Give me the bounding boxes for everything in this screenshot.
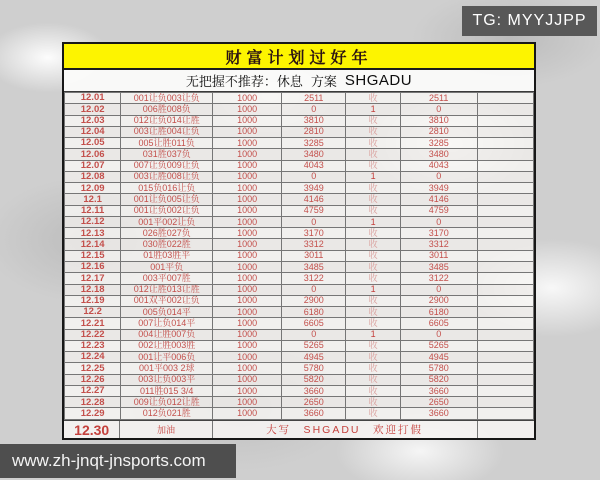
cell-profit: 2810 — [400, 126, 477, 137]
cell-status: 收 — [346, 307, 400, 318]
cell-plan: 026胜027负 — [121, 228, 213, 239]
cell-plan: 005负014平 — [121, 307, 213, 318]
cell-date: 12.11 — [65, 205, 121, 216]
cell-profit: 3285 — [400, 138, 477, 149]
cell-plan: 015负016让负 — [121, 183, 213, 194]
cell-extra — [477, 171, 533, 182]
cell-status: 收 — [346, 340, 400, 351]
cell-plan: 006胜008负 — [121, 104, 213, 115]
cell-stake: 1000 — [213, 194, 282, 205]
cell-plan: 001让负002让负 — [121, 205, 213, 216]
cell-status: 收 — [346, 194, 400, 205]
footer-plan: 加油 — [120, 421, 212, 438]
cell-status: 收 — [346, 228, 400, 239]
cell-status: 收 — [346, 318, 400, 329]
table-row — [65, 363, 534, 374]
cell-status: 收 — [346, 385, 400, 396]
table-row — [65, 138, 534, 149]
cell-plan: 003让负003平 — [121, 374, 213, 385]
cell-status: 收 — [346, 205, 400, 216]
cell-profit: 3480 — [400, 149, 477, 160]
cell-stake: 1000 — [213, 228, 282, 239]
cell-status: 收 — [346, 261, 400, 272]
cell-status: 收 — [346, 126, 400, 137]
cell-plan: 003让胜004让负 — [121, 126, 213, 137]
cell-plan: 030胜022胜 — [121, 239, 213, 250]
cell-stake: 1000 — [213, 340, 282, 351]
board-title — [64, 44, 534, 70]
cell-stake: 1000 — [213, 250, 282, 261]
cell-stake: 1000 — [213, 183, 282, 194]
table-row — [65, 228, 534, 239]
cell-date: 12.08 — [65, 171, 121, 182]
cell-stake: 1000 — [213, 149, 282, 160]
cell-date: 12.13 — [65, 228, 121, 239]
footer-date: 12.30 — [64, 421, 120, 438]
cell-status: 收 — [346, 363, 400, 374]
cell-profit: 6605 — [400, 318, 477, 329]
table-row — [65, 329, 534, 340]
cell-profit: 5820 — [400, 374, 477, 385]
cell-status: 收 — [346, 273, 400, 284]
cell-plan: 001双平002让负 — [121, 295, 213, 306]
cell-extra — [477, 205, 533, 216]
table-row — [65, 374, 534, 385]
cell-profit: 0 — [400, 216, 477, 227]
cell-date: 12.25 — [65, 363, 121, 374]
cell-plan: 007让负014平 — [121, 318, 213, 329]
cell-date: 12.22 — [65, 329, 121, 340]
cell-profit: 2511 — [400, 93, 477, 104]
cell-extra — [477, 104, 533, 115]
cell-result: 5265 — [282, 340, 346, 351]
cell-date: 12.23 — [65, 340, 121, 351]
cell-plan: 001平002让负 — [121, 216, 213, 227]
cell-stake: 1000 — [213, 363, 282, 374]
subtitle-text: 无把握不推荐：休息 — [185, 74, 303, 89]
cell-stake: 1000 — [213, 295, 282, 306]
cell-date: 12.19 — [65, 295, 121, 306]
cell-result: 5820 — [282, 374, 346, 385]
cell-stake: 1000 — [213, 318, 282, 329]
cell-result: 2650 — [282, 397, 346, 408]
cell-date: 12.18 — [65, 284, 121, 295]
table-row — [65, 261, 534, 272]
cell-result: 3312 — [282, 239, 346, 250]
cell-date: 12.15 — [65, 250, 121, 261]
cell-profit: 5780 — [400, 363, 477, 374]
cell-result: 4945 — [282, 352, 346, 363]
cell-profit: 6180 — [400, 307, 477, 318]
cell-extra — [477, 216, 533, 227]
cell-date: 12.02 — [65, 104, 121, 115]
cell-extra — [477, 295, 533, 306]
cell-profit: 3122 — [400, 273, 477, 284]
cell-result: 3480 — [282, 149, 346, 160]
cell-profit: 3660 — [400, 408, 477, 420]
cell-plan: 031胜037负 — [121, 149, 213, 160]
cell-result: 4759 — [282, 205, 346, 216]
telegram-badge — [462, 6, 597, 36]
table-row — [65, 216, 534, 227]
cell-status: 收 — [346, 250, 400, 261]
subtitle-scheme-code: SHGADU — [344, 72, 413, 89]
cell-profit: 3810 — [400, 115, 477, 126]
cell-profit: 3485 — [400, 261, 477, 272]
cell-plan: 001让平006负 — [121, 352, 213, 363]
table-row — [65, 352, 534, 363]
cell-stake: 1000 — [213, 104, 282, 115]
table-row — [65, 307, 534, 318]
table-row — [65, 93, 534, 104]
cell-profit: 4759 — [400, 205, 477, 216]
cell-plan: 012负021胜 — [121, 408, 213, 420]
cell-status: 收 — [346, 239, 400, 250]
cell-result: 3660 — [282, 408, 346, 420]
cell-extra — [477, 318, 533, 329]
cell-date: 12.21 — [65, 318, 121, 329]
cell-date: 12.1 — [65, 194, 121, 205]
table-row — [65, 295, 534, 306]
cell-profit: 2650 — [400, 397, 477, 408]
cell-result: 4043 — [282, 160, 346, 171]
cell-extra — [477, 374, 533, 385]
cell-extra — [477, 160, 533, 171]
cell-date: 12.26 — [65, 374, 121, 385]
footer-note: 大写 SHGADU 欢迎打假 — [213, 421, 478, 438]
cell-date: 12.01 — [65, 93, 121, 104]
cell-status: 收 — [346, 149, 400, 160]
cell-result: 2511 — [282, 93, 346, 104]
cell-profit: 4043 — [400, 160, 477, 171]
table-row — [65, 284, 534, 295]
cell-date: 12.28 — [65, 397, 121, 408]
table-row — [65, 126, 534, 137]
cell-plan: 001让负005让负 — [121, 194, 213, 205]
table-row — [65, 318, 534, 329]
cell-result: 3285 — [282, 138, 346, 149]
plan-table-body — [65, 93, 534, 420]
cell-extra — [477, 183, 533, 194]
cell-plan: 01胜03胜平 — [121, 250, 213, 261]
cell-extra — [477, 408, 533, 420]
cell-extra — [477, 194, 533, 205]
cell-plan: 011胜015 3/4 — [121, 385, 213, 396]
cell-stake: 1000 — [213, 352, 282, 363]
cell-date: 12.09 — [65, 183, 121, 194]
cell-plan: 003平007胜 — [121, 273, 213, 284]
cell-result: 3660 — [282, 385, 346, 396]
cell-result: 3122 — [282, 273, 346, 284]
cell-plan: 005让胜011负 — [121, 138, 213, 149]
cell-profit: 3170 — [400, 228, 477, 239]
cell-status: 收 — [346, 295, 400, 306]
cell-plan: 012让负014让胜 — [121, 115, 213, 126]
plan-table — [64, 92, 534, 420]
cell-status: 收 — [346, 160, 400, 171]
cell-plan: 001平负 — [121, 261, 213, 272]
cell-stake: 1000 — [213, 385, 282, 396]
cell-status: 1 — [346, 216, 400, 227]
cell-result: 0 — [282, 171, 346, 182]
cell-extra — [477, 261, 533, 272]
cell-stake: 1000 — [213, 408, 282, 420]
cell-stake: 1000 — [213, 397, 282, 408]
table-row — [65, 250, 534, 261]
cell-result: 3949 — [282, 183, 346, 194]
cell-date: 12.24 — [65, 352, 121, 363]
telegram-badge-text: TG: MYYJJPP — [472, 12, 587, 29]
table-row — [65, 194, 534, 205]
cell-status: 收 — [346, 397, 400, 408]
table-row — [65, 385, 534, 396]
cell-stake: 1000 — [213, 126, 282, 137]
cell-result: 0 — [282, 284, 346, 295]
cell-extra — [477, 340, 533, 351]
table-row — [65, 115, 534, 126]
cell-date: 12.03 — [65, 115, 121, 126]
cell-status: 收 — [346, 138, 400, 149]
cell-extra — [477, 307, 533, 318]
cell-date: 12.27 — [65, 385, 121, 396]
cell-extra — [477, 250, 533, 261]
cell-profit: 3312 — [400, 239, 477, 250]
cell-result: 3011 — [282, 250, 346, 261]
cell-date: 12.12 — [65, 216, 121, 227]
cell-profit: 3949 — [400, 183, 477, 194]
cell-stake: 1000 — [213, 171, 282, 182]
cell-stake: 1000 — [213, 307, 282, 318]
cell-plan: 007让负009让负 — [121, 160, 213, 171]
table-row — [65, 397, 534, 408]
cell-extra — [477, 239, 533, 250]
cell-extra — [477, 397, 533, 408]
cell-extra — [477, 352, 533, 363]
cell-stake: 1000 — [213, 374, 282, 385]
cell-stake: 1000 — [213, 205, 282, 216]
board-title-text: 财富计划过好年 — [225, 49, 373, 67]
table-row — [65, 340, 534, 351]
cell-extra — [477, 93, 533, 104]
footer-row — [64, 420, 534, 438]
cell-stake: 1000 — [213, 261, 282, 272]
cell-extra — [477, 363, 533, 374]
cell-status: 1 — [346, 329, 400, 340]
cell-profit: 4146 — [400, 194, 477, 205]
cell-result: 5780 — [282, 363, 346, 374]
cell-status: 收 — [346, 93, 400, 104]
cell-result: 2810 — [282, 126, 346, 137]
website-badge — [0, 444, 236, 478]
cell-result: 3170 — [282, 228, 346, 239]
cell-extra — [477, 115, 533, 126]
cell-profit: 0 — [400, 104, 477, 115]
cell-extra — [477, 126, 533, 137]
cell-result: 3485 — [282, 261, 346, 272]
cell-extra — [477, 329, 533, 340]
cell-date: 12.2 — [65, 307, 121, 318]
cell-profit: 3660 — [400, 385, 477, 396]
cell-date: 12.06 — [65, 149, 121, 160]
cell-plan: 012让胜013让胜 — [121, 284, 213, 295]
cell-profit: 0 — [400, 171, 477, 182]
cell-status: 1 — [346, 171, 400, 182]
website-badge-text: www.zh-jnqt-jnsports.com — [12, 451, 206, 470]
cell-result: 6180 — [282, 307, 346, 318]
cell-stake: 1000 — [213, 329, 282, 340]
cell-plan: 003让胜008让负 — [121, 171, 213, 182]
cell-date: 12.07 — [65, 160, 121, 171]
table-row — [65, 171, 534, 182]
cell-stake: 1000 — [213, 93, 282, 104]
cell-plan: 004让胜007负 — [121, 329, 213, 340]
cell-status: 收 — [346, 352, 400, 363]
table-row — [65, 160, 534, 171]
cell-plan: 009让负012让胜 — [121, 397, 213, 408]
cell-stake: 1000 — [213, 239, 282, 250]
cell-stake: 1000 — [213, 115, 282, 126]
cell-status: 1 — [346, 284, 400, 295]
cell-status: 1 — [346, 104, 400, 115]
cell-extra — [477, 228, 533, 239]
board-subtitle — [64, 70, 534, 92]
subtitle-scheme-label: 方案 — [310, 74, 337, 89]
cell-stake: 1000 — [213, 284, 282, 295]
cell-plan: 002让胜003胜 — [121, 340, 213, 351]
cell-result: 0 — [282, 104, 346, 115]
table-row — [65, 273, 534, 284]
table-row — [65, 149, 534, 160]
cell-status: 收 — [346, 408, 400, 420]
cell-extra — [477, 385, 533, 396]
cell-profit: 3011 — [400, 250, 477, 261]
cell-result: 3810 — [282, 115, 346, 126]
footer-empty-cell — [478, 421, 534, 438]
cell-plan: 001平003 2球 — [121, 363, 213, 374]
cell-stake: 1000 — [213, 138, 282, 149]
cell-stake: 1000 — [213, 216, 282, 227]
cell-date: 12.29 — [65, 408, 121, 420]
table-row — [65, 104, 534, 115]
cell-status: 收 — [346, 183, 400, 194]
cell-date: 12.04 — [65, 126, 121, 137]
cell-result: 0 — [282, 329, 346, 340]
cell-status: 收 — [346, 374, 400, 385]
cell-extra — [477, 273, 533, 284]
cell-extra — [477, 284, 533, 295]
cell-extra — [477, 149, 533, 160]
cell-profit: 0 — [400, 329, 477, 340]
cell-extra — [477, 138, 533, 149]
cell-stake: 1000 — [213, 160, 282, 171]
cell-result: 6605 — [282, 318, 346, 329]
cell-date: 12.17 — [65, 273, 121, 284]
cell-profit: 0 — [400, 284, 477, 295]
cell-result: 2900 — [282, 295, 346, 306]
cell-date: 12.05 — [65, 138, 121, 149]
cell-status: 收 — [346, 115, 400, 126]
plan-board — [62, 42, 536, 440]
table-row — [65, 239, 534, 250]
cell-result: 4146 — [282, 194, 346, 205]
table-row — [65, 205, 534, 216]
cell-date: 12.14 — [65, 239, 121, 250]
cell-stake: 1000 — [213, 273, 282, 284]
cell-profit: 4945 — [400, 352, 477, 363]
cell-date: 12.16 — [65, 261, 121, 272]
cell-profit: 5265 — [400, 340, 477, 351]
table-row — [65, 408, 534, 420]
cell-profit: 2900 — [400, 295, 477, 306]
table-row — [65, 183, 534, 194]
cell-plan: 001让负003让负 — [121, 93, 213, 104]
cell-result: 0 — [282, 216, 346, 227]
